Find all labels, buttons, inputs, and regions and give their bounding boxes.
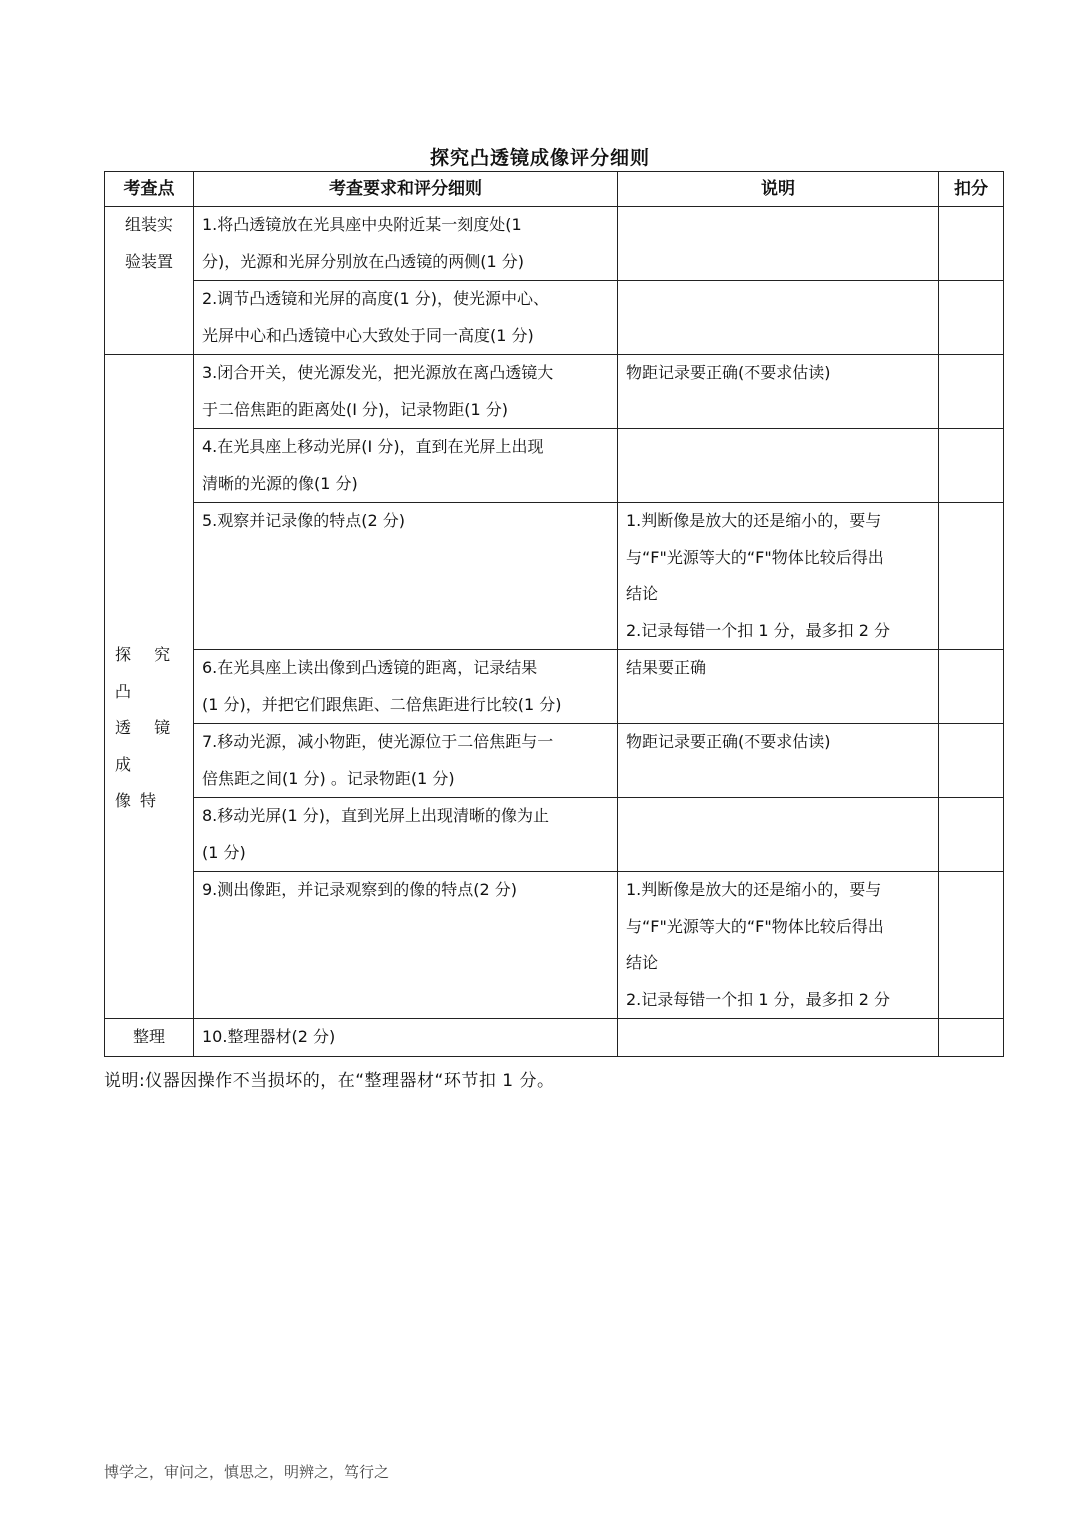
- requirement-cell: 4.在光具座上移动光屏(I 分)，直到在光屏上出现 清晰的光源的像(1 分): [194, 429, 618, 503]
- header-requirements: 考查要求和评分细则: [194, 172, 618, 207]
- deduction-cell: [939, 503, 1004, 650]
- category-tidy: 整理: [105, 1019, 194, 1057]
- deduction-cell: [939, 429, 1004, 503]
- page-title: 探究凸透镜成像评分细则: [429, 147, 650, 169]
- table-row: [105, 503, 1004, 650]
- requirement-cell: 1.将凸透镜放在光具座中央附近某一刻度处(1 分)，光源和光屏分别放在凸透镜的两侧(1 分): [194, 207, 618, 281]
- requirement-cell: 9.测出像距，并记录观察到的像的特点(2 分): [194, 872, 618, 1019]
- deduction-cell: [939, 872, 1004, 1019]
- header-row: [105, 172, 1004, 207]
- table-row: [105, 724, 1004, 798]
- deduction-cell: [939, 650, 1004, 724]
- table-row: [105, 798, 1004, 872]
- table-footnote: 说明:仪器因操作不当损坏的，在“整理器材“环节扣 1 分。: [104, 1071, 555, 1091]
- header-deduction: 扣分: [939, 172, 1004, 207]
- requirement-cell: 10.整理器材(2 分): [194, 1019, 618, 1057]
- deduction-cell: [939, 207, 1004, 281]
- explanation-cell: 物距记录要正确(不要求估读): [618, 724, 939, 798]
- category-assemble: 组装实 验装置: [105, 207, 194, 355]
- explanation-cell: [618, 281, 939, 355]
- deduction-cell: [939, 281, 1004, 355]
- explanation-cell: [618, 1019, 939, 1057]
- table-row: [105, 207, 1004, 281]
- explanation-cell: 1.判断像是放大的还是缩小的，要与 与“F"光源等大的“F"物体比较后得出 结论 2.记录每错一个扣 1 分，最多扣 2 分: [618, 503, 939, 650]
- explanation-cell: [618, 429, 939, 503]
- deduction-cell: [939, 724, 1004, 798]
- scoring-table: [104, 171, 1004, 1057]
- explanation-cell: 物距记录要正确(不要求估读): [618, 355, 939, 429]
- header-explanation: 说明: [618, 172, 939, 207]
- deduction-cell: [939, 798, 1004, 872]
- requirement-cell: 6.在光具座上读出像到凸透镜的距离，记录结果 (1 分)，并把它们跟焦距、二倍焦距进行比较(1 分): [194, 650, 618, 724]
- table-row: [105, 1019, 1004, 1057]
- deduction-cell: [939, 355, 1004, 429]
- requirement-cell: 2.调节凸透镜和光屏的高度(1 分)，使光源中心、 光屏中心和凸透镜中心大致处于同一高度(1 分): [194, 281, 618, 355]
- requirement-cell: 8.移动光屏(1 分)，直到光屏上出现清晰的像为止 (1 分): [194, 798, 618, 872]
- explanation-cell: 1.判断像是放大的还是缩小的，要与 与“F"光源等大的“F"物体比较后得出 结论 2.记录每错一个扣 1 分，最多扣 2 分: [618, 872, 939, 1019]
- table-row: [105, 355, 1004, 429]
- requirement-cell: 5.观察并记录像的特点(2 分): [194, 503, 618, 650]
- deduction-cell: [939, 1019, 1004, 1057]
- table-row: [105, 281, 1004, 355]
- table-row: [105, 429, 1004, 503]
- requirement-cell: 7.移动光源，减小物距，使光源位于二倍焦距与一 倍焦距之间(1 分) 。记录物距(1 分): [194, 724, 618, 798]
- requirement-cell: 3.闭合开关，使光源发光，把光源放在离凸透镜大 于二倍焦距的距离处(I 分)，记录物距(1 分): [194, 355, 618, 429]
- table-row: [105, 650, 1004, 724]
- explanation-cell: 结果要正确: [618, 650, 939, 724]
- category-explore: 探 究 凸 透 镜 成 像特: [105, 355, 194, 1019]
- explanation-cell: [618, 207, 939, 281]
- explanation-cell: [618, 798, 939, 872]
- page-footer: 博学之，审问之，慎思之，明辨之，笃行之: [104, 1463, 390, 1481]
- header-checkpoint: 考查点: [105, 172, 194, 207]
- table-row: [105, 872, 1004, 1019]
